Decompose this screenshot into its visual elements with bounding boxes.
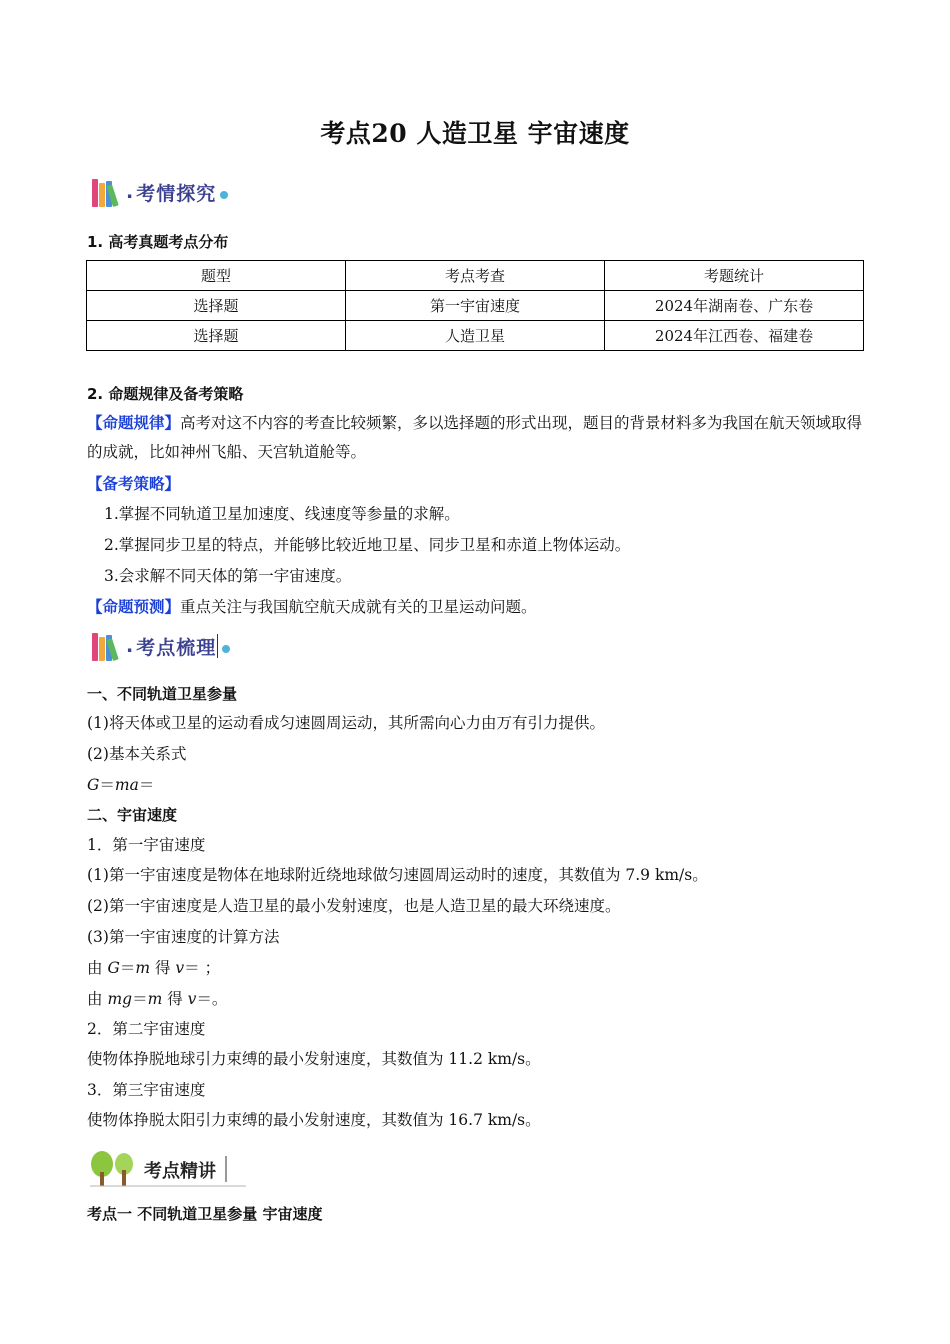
table-cell: 选择题 (87, 291, 346, 321)
strategy-item: 2.掌握同步卫星的特点，并能够比较近地卫星、同步卫星和赤道上物体运动。 (104, 536, 631, 554)
formula-text: 得 (162, 990, 188, 1008)
table-header-cell: 考点考查 (346, 261, 605, 291)
formula-text: ＝ ； (184, 959, 221, 977)
formula-text: ＝ (138, 776, 155, 794)
formula-symbol: v (175, 959, 185, 977)
table-header-row (87, 261, 864, 291)
section-banner-key-points (88, 1150, 248, 1190)
banner-label: 考点梳理 (136, 636, 217, 659)
section-banner-knowledge-review: . 考点梳理 (90, 629, 230, 663)
formula-symbol: mg (107, 990, 133, 1008)
predict-text: 重点关注与我国航空航天成就有关的卫星运动问题。 (180, 598, 537, 616)
table-header-cell: 考题统计 (605, 261, 864, 291)
part1-heading: 1. 高考真题考点分布 (87, 233, 229, 251)
formula-symbol: G (87, 776, 100, 794)
strategy-item: 3.会求解不同天体的第一宇宙速度。 (104, 567, 352, 585)
kp1-heading: 考点一 不同轨道卫星参量 宇宙速度 (87, 1205, 323, 1223)
formula-text: ＝ (132, 990, 148, 1008)
subheading: 1．第一宇宙速度 (87, 836, 206, 854)
banner-label: 考点精讲 (144, 1161, 216, 1182)
table-cell: 2024年江西卷、福建卷 (605, 321, 864, 351)
formula-text: ＝。 (196, 990, 228, 1008)
formula-text: 由 (87, 990, 108, 1008)
dot-icon (222, 645, 230, 653)
formula-text: 由 (87, 959, 108, 977)
formula-text: 得 (150, 959, 176, 977)
strategy-tag-line (87, 472, 180, 494)
formula-symbol: ma (114, 776, 139, 794)
dot-icon (220, 191, 228, 199)
formula-symbol: m (135, 959, 151, 977)
subheading: 2．第二宇宙速度 (87, 1020, 206, 1038)
strategy-item: 1.掌握不同轨道卫星加速度、线速度等参量的求解。 (104, 505, 460, 523)
formula-line (87, 773, 154, 795)
rule-tag: 【命题规律】 (87, 413, 181, 432)
formula-line (87, 956, 220, 978)
books-icon (90, 177, 124, 207)
table-header-cell: 题型 (87, 261, 346, 291)
text-line: (1)将天体或卫星的运动看成匀速圆周运动，其所需向心力由万有引力提供。 (87, 714, 605, 732)
s1-heading: 一、不同轨道卫星参量 (87, 685, 238, 703)
text-cursor (217, 634, 218, 658)
part2-heading: 2. 命题规律及备考策略 (87, 385, 244, 403)
formula-symbol: m (147, 990, 163, 1008)
formula-text: ＝ (119, 959, 136, 977)
exam-distribution-table (86, 260, 864, 351)
formula-line (87, 987, 227, 1009)
table-cell: 第一宇宙速度 (346, 291, 605, 321)
table-row (87, 321, 864, 351)
text-line: (2)第一宇宙速度是人造卫星的最小发射速度，也是人造卫星的最大环绕速度。 (87, 897, 621, 915)
text-line: (3)第一宇宙速度的计算方法 (87, 928, 280, 946)
formula-symbol: v (187, 990, 197, 1008)
predict-tag: 【命题预测】 (87, 597, 181, 616)
rule-paragraph (87, 408, 865, 467)
text-line: 使物体挣脱地球引力束缚的最小发射速度，其数值为 11.2 km/s。 (87, 1050, 541, 1068)
strategy-tag: 【备考策略】 (87, 474, 181, 493)
text-line: 使物体挣脱太阳引力束缚的最小发射速度，其数值为 16.7 km/s。 (87, 1111, 541, 1129)
section-banner-exam-analysis: . 考情探究 (90, 175, 228, 209)
rule-text: 高考对这不内容的考查比较频繁，多以选择题的形式出现，题目的背景材料多为我国在航天领域取得的成就，比如神州飞船、天宫轨道舱等。 (87, 414, 863, 461)
table-cell: 选择题 (87, 321, 346, 351)
subheading: 3．第三宇宙速度 (87, 1081, 206, 1099)
formula-text: ＝ (99, 776, 115, 794)
text-line: (2)基本关系式 (87, 745, 187, 763)
text-line: (1)第一宇宙速度是物体在地球附近绕地球做匀速圆周运动时的速度，其数值为 7.9 km/s。 (87, 866, 708, 884)
banner-label: 考情探究 (136, 182, 217, 205)
page-title: 考点20 人造卫星 宇宙速度 (320, 119, 630, 148)
table-cell: 2024年湖南卷、广东卷 (605, 291, 864, 321)
formula-symbol: G (107, 959, 120, 977)
table-cell: 人造卫星 (346, 321, 605, 351)
table-row (87, 291, 864, 321)
predict-line (87, 595, 537, 617)
s2-heading: 二、宇宙速度 (87, 806, 178, 824)
books-icon (90, 631, 124, 661)
